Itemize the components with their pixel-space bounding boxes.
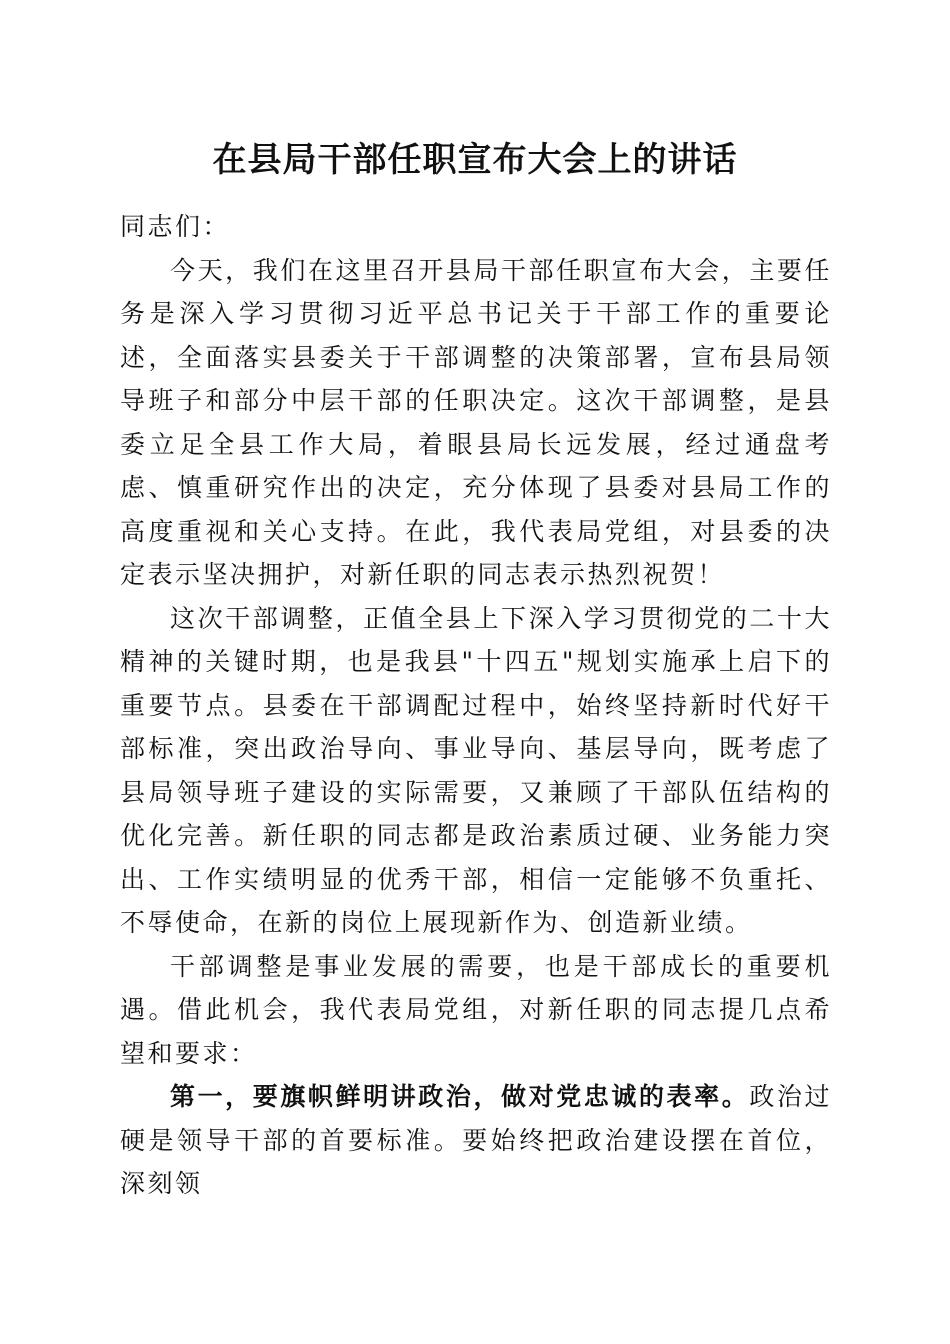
- document-title: 在县局干部任职宣布大会上的讲话: [212, 140, 738, 180]
- salutation: 同志们：: [120, 212, 231, 241]
- point-one-heading: 第一，要旗帜鲜明讲政治，做对党忠诚的表率。: [170, 1082, 750, 1111]
- paragraph-3: 干部调整是事业发展的需要，也是干部成长的重要机遇。借此机会，我代表局党组，对新任职的同志提几点希望和要求：: [120, 951, 832, 1068]
- point-one-text: 政治过硬是领导干部的首要标准。要始终把政治建设摆在首位，深刻领: [120, 1082, 832, 1198]
- paragraph-2: 这次干部调整，正值全县上下深入学习贯彻党的二十大精神的关键时期，也是我县"十四五"规划实施承上启下的重要节点。县委在干部调配过程中，始终坚持新时代好干部标准，突出政治导向、事业导向、基层导向，既考虑了县局领导班子建设的实际需要，又兼顾了干部队伍结构的优化完善。新任职的同志都是政治素质过硬、业务能力突出、工作实绩明显的优秀干部，相信一定能够不负重托、不辱使命，在新的岗位上展现新作为、创造新业绩。: [120, 603, 832, 937]
- paragraph-4: [120, 1075, 832, 1206]
- document-body: [120, 205, 832, 1206]
- paragraph-1: 今天，我们在这里召开县局干部任职宣布大会，主要任务是深入学习贯彻习近平总书记关于干部工作的重要论述，全面落实县委关于干部调整的决策部署，宣布县局领导班子和部分中层干部的任职决定。这次干部调整，是县委立足全县工作大局，着眼县局长远发展，经过通盘考虑、慎重研究作出的决定，充分体现了县委对县局工作的高度重视和关心支持。在此，我代表局党组，对县委的决定表示坚决拥护，对新任职的同志表示热烈祝贺！: [120, 255, 832, 589]
